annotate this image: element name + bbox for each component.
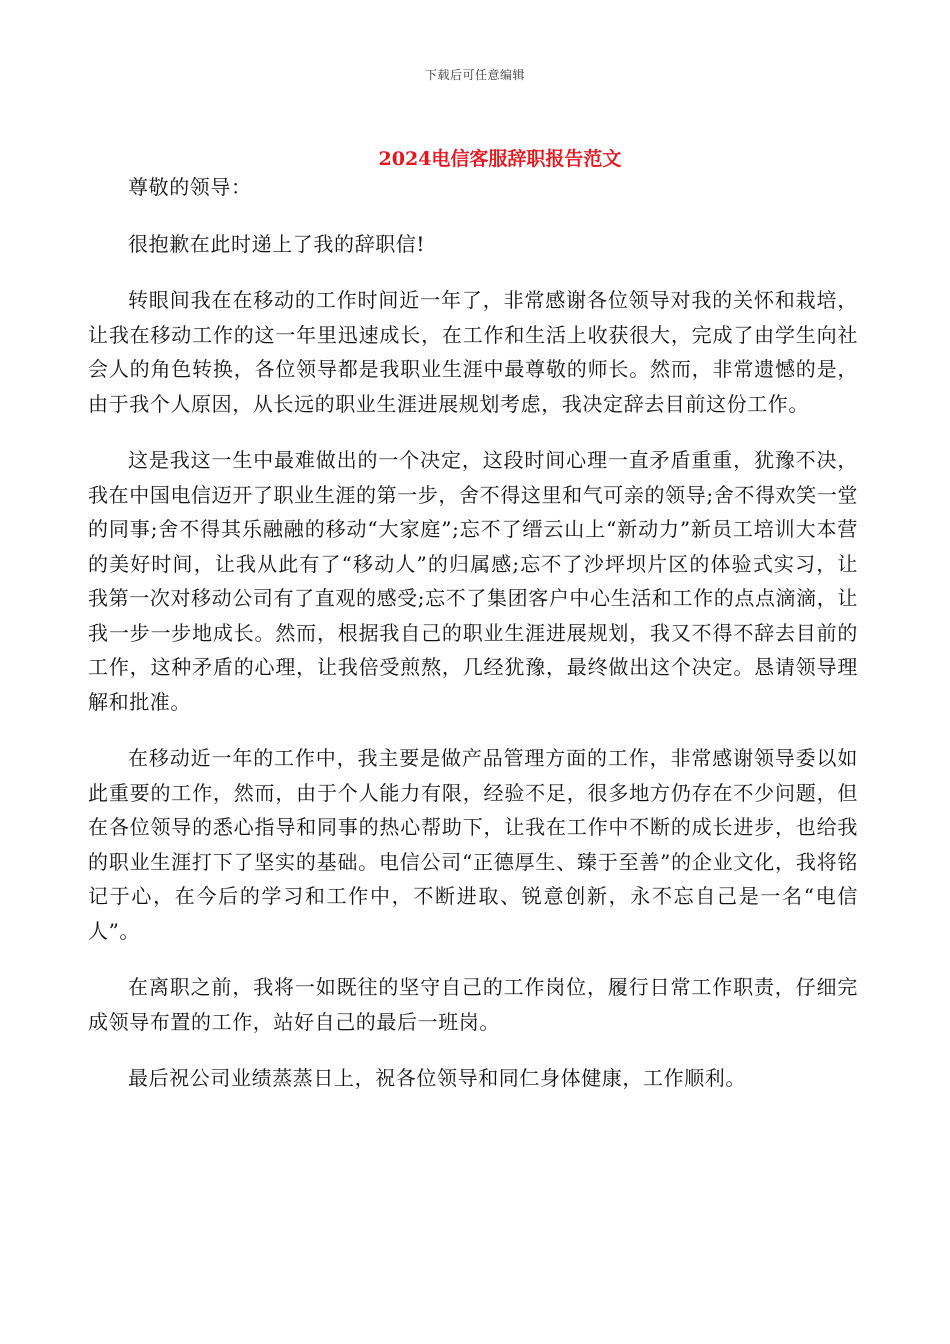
paragraph-decision: 这是我这一生中最难做出的一个决定，这段时间心理一直矛盾重重，犹豫不决，我在中国电信迈开了职业生涯的第一步，舍不得这里和气可亲的领导;舍不得欢笑一堂的同事;舍不得其乐融融的移动“大家庭”;忘不了缙云山上“新动力”新员工培训大本营的美好时间，让我从此有了“移动人”的归属感;忘不了沙坪坝片区的体验式实习，让我第一次对移动公司有了直观的感受;忘不了集团客户中心生活和工作的点点滴滴，让我一步一步地成长。然而，根据我自己的职业生涯进展规划，我又不得不辞去目前的工作，这种矛盾的心理，让我倍受煎熬，几经犹豫，最终做出这个决定。恳请领导理解和批准。	[88, 448, 858, 714]
paragraph-closing: 最后祝公司业绩蒸蒸日上，祝各位领导和同仁身体健康，工作顺利。	[128, 1066, 746, 1090]
document-title: 2024电信客服辞职报告范文	[378, 148, 622, 170]
paragraph-work-summary: 在移动近一年的工作中，我主要是做产品管理方面的工作，非常感谢领导委以如此重要的工作，然而，由于个人能力有限，经验不足，很多地方仍存在不少问题，但在各位领导的悉心指导和同事的热心帮助下，让我在工作中不断的成长进步，也给我的职业生涯打下了坚实的基础。电信公司“正德厚生、臻于至善”的企业文化，我将铭记于心，在今后的学习和工作中，不断进取、锐意创新，永不忘自己是一名“电信人”。	[88, 746, 858, 943]
salutation: 尊敬的领导：	[128, 175, 252, 199]
header-note: 下载后可任意编辑	[424, 68, 525, 82]
paragraph-gratitude: 转眼间我在在移动的工作时间近一年了，非常感谢各位领导对我的关怀和栽培，让我在移动工作的这一年里迅速成长，在工作和生活上收获很大，完成了由学生向社会人的角色转换，各位领导都是我职业生涯中最尊敬的师长。然而，非常遗憾的是，由于我个人原因，从长远的职业生涯进展规划考虑，我决定辞去目前这份工作。	[88, 288, 858, 416]
paragraph-handover: 在离职之前，我将一如既往的坚守自己的工作岗位，履行日常工作职责，仔细完成领导布置的工作，站好自己的最后一班岗。	[88, 975, 858, 1034]
paragraph-apology: 很抱歉在此时递上了我的辞职信!	[128, 231, 426, 256]
document-body	[88, 170, 858, 1118]
